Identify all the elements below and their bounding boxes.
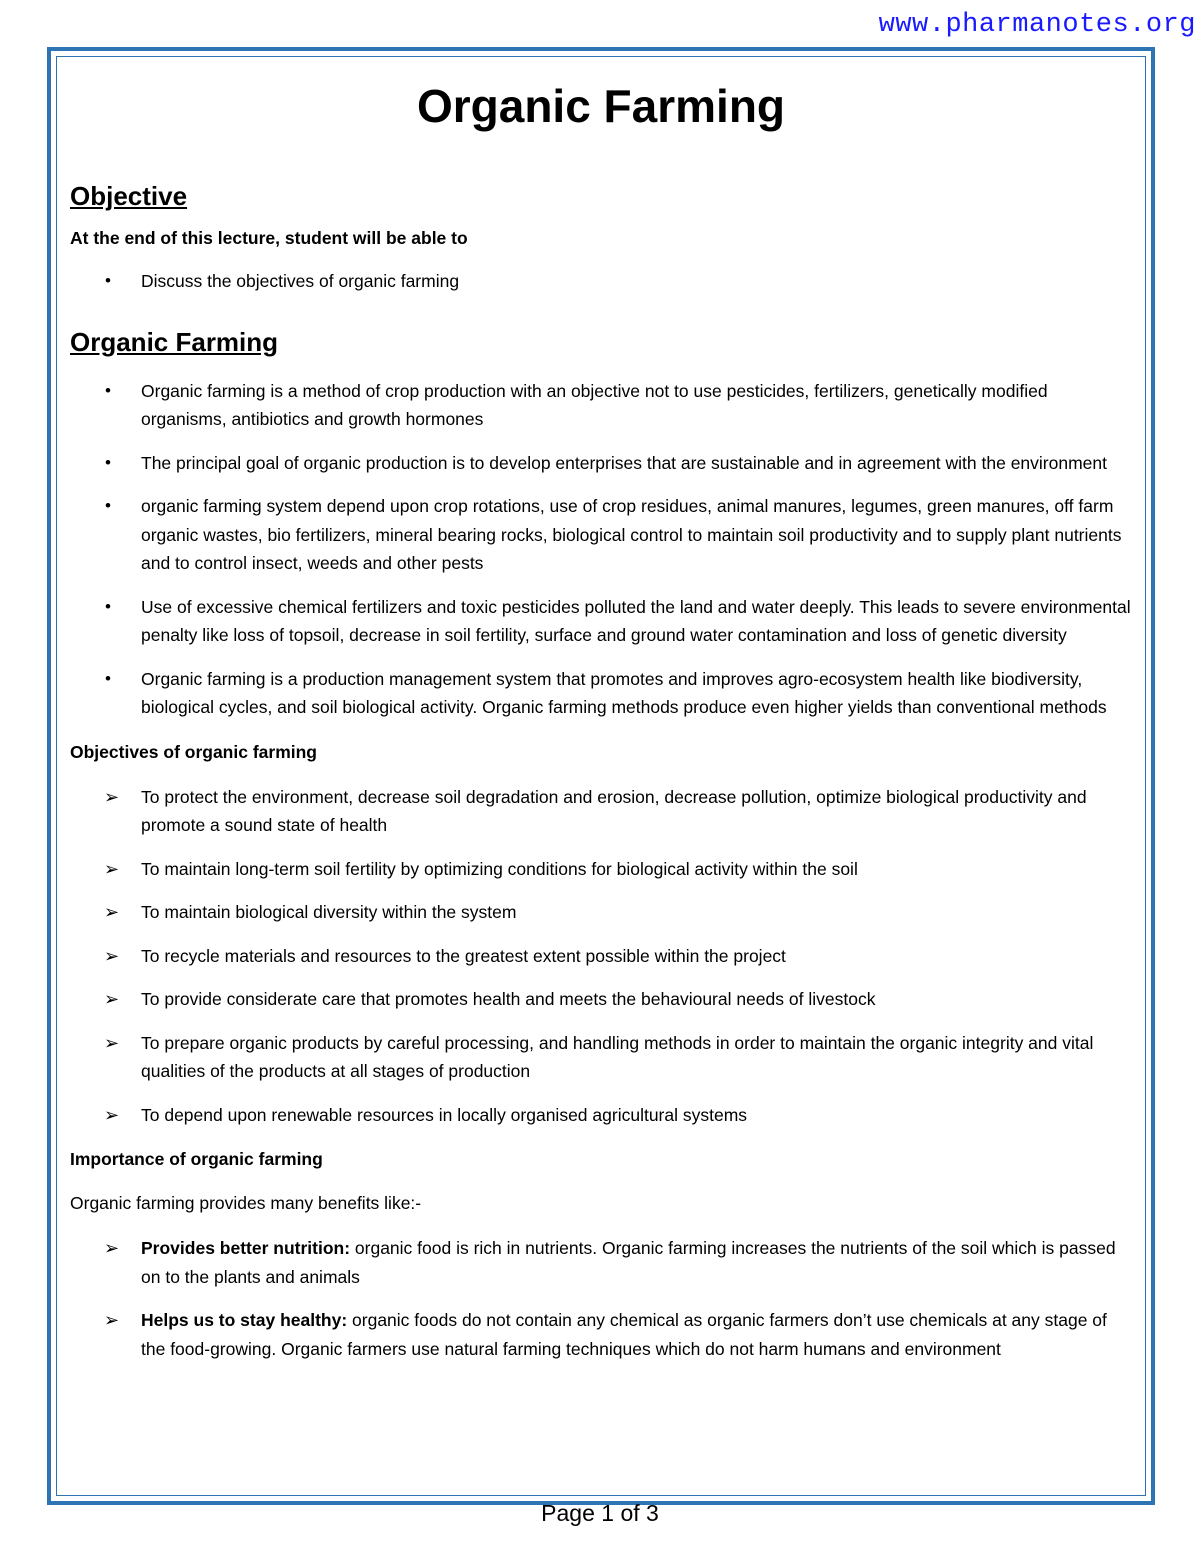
list-item: ➢ To depend upon renewable resources in locally organised agricultural systems (70, 1101, 1132, 1130)
objective-intro: At the end of this lecture, student will be able to (70, 228, 468, 248)
benefit-label: Provides better nutrition: (141, 1238, 351, 1258)
organic-farming-heading: Organic Farming (70, 326, 279, 357)
list-item: • Discuss the objectives of organic farming (70, 267, 1132, 296)
arrow-bullet-icon: ➢ (104, 786, 120, 807)
list-item (70, 1234, 1132, 1291)
importance-intro: Organic farming provides many benefits like:- (70, 1193, 422, 1213)
list-item: ➢ To prepare organic products by careful processing, and handling methods in order to maintain the organic integrity and vital qualities of the products at all stages of production (70, 1029, 1132, 1086)
bullet-icon: • (105, 596, 111, 616)
organic-farming-list (70, 377, 1132, 722)
objectives-list (70, 783, 1132, 1130)
list-item: ➢ To recycle materials and resources to the greatest extent possible within the project (70, 942, 1132, 971)
list-item (70, 1306, 1132, 1363)
watermark-url: www.pharmanotes.org (878, 10, 1196, 40)
objective-heading: Objective (70, 181, 188, 211)
arrow-bullet-icon: ➢ (104, 1238, 120, 1258)
objectives-heading: Objectives of organic farming (70, 741, 317, 762)
list-item: • The principal goal of organic production is to develop enterprises that are sustainable and in agreement with the environment (70, 449, 1132, 478)
arrow-bullet-icon: ➢ (104, 1104, 120, 1125)
benefit-text: organic foods do not contain any chemical as organic farmers don’t use chemicals at any stage of the food-growing. Organic farmers use natural farming techniques which do not harm humans and environment (141, 1310, 1107, 1359)
list-item: • organic farming system depend upon crop rotations, use of crop residues, animal manures, legumes, green manures, off farm organic wastes, bio fertilizers, mineral bearing rocks, biological control to maintain soil productivity and to supply plant nutrients and to control insect, weeds and other pests (70, 492, 1132, 578)
arrow-bullet-icon: ➢ (104, 989, 120, 1009)
list-item: ➢ To protect the environment, decrease soil degradation and erosion, decrease pollution, optimize biological productivity and promote a sound state of health (70, 783, 1132, 840)
arrow-bullet-icon: ➢ (104, 1310, 120, 1330)
document-body (70, 78, 1132, 1363)
bullet-icon: • (105, 271, 111, 290)
bullet-icon: • (105, 668, 111, 688)
importance-list (70, 1234, 1132, 1363)
bullet-icon: • (105, 496, 111, 515)
list-item: • Organic farming is a method of crop production with an objective not to use pesticides, fertilizers, genetically modified organisms, antibiotics and growth hormones (70, 377, 1132, 434)
list-item: ➢ To maintain long-term soil fertility by optimizing conditions for biological activity within the soil (70, 855, 1132, 884)
list-item: ➢ To maintain biological diversity within the system (70, 898, 1132, 927)
arrow-bullet-icon: ➢ (104, 945, 120, 966)
list-item: • Use of excessive chemical fertilizers and toxic pesticides polluted the land and water deeply. This leads to severe environmental penalty like loss of topsoil, decrease in soil fertility, surface and ground water contamination and loss of genetic diversity (70, 593, 1132, 650)
list-item: ➢ To provide considerate care that promotes health and meets the behavioural needs of livestock (70, 985, 1132, 1014)
arrow-bullet-icon: ➢ (104, 1032, 120, 1053)
bullet-icon: • (105, 452, 111, 472)
bullet-icon: • (105, 380, 111, 400)
arrow-bullet-icon: ➢ (104, 858, 120, 879)
document-title: Organic Farming (416, 80, 786, 132)
page-number: Page 1 of 3 (541, 1500, 659, 1526)
importance-heading: Importance of organic farming (70, 1149, 323, 1169)
list-item: • Organic farming is a production management system that promotes and improves agro-ecosystem health like biodiversity, biological cycles, and soil biological activity. Organic farming methods produce even higher yields than conventional methods (70, 665, 1132, 722)
benefit-label: Helps us to stay healthy: (141, 1310, 348, 1330)
benefit-text: organic food is rich in nutrients. Organic farming increases the nutrients of the soil which is passed on to the plants and animals (141, 1238, 1116, 1287)
objective-list (70, 267, 1132, 296)
arrow-bullet-icon: ➢ (104, 902, 120, 922)
